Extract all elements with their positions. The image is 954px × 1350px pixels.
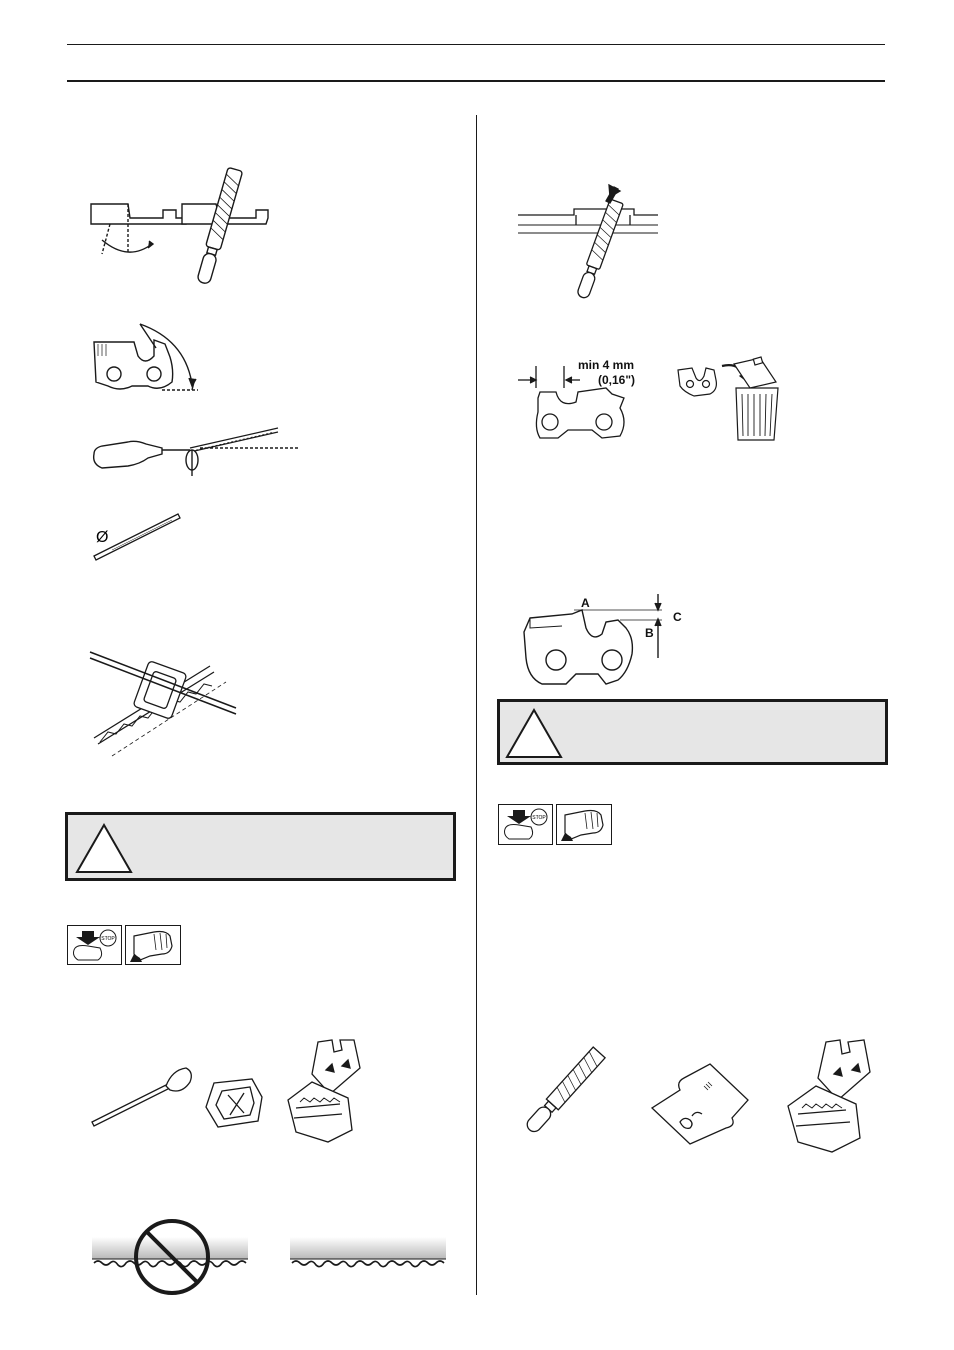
depth-gauge-filing-figure xyxy=(518,185,658,293)
file-gauge-tool-right xyxy=(780,1038,880,1158)
chain-correct-figure xyxy=(288,1237,448,1277)
glove-icon-right xyxy=(556,804,612,845)
warning-triangle-icon xyxy=(504,707,564,759)
header-rule-bottom xyxy=(67,80,885,82)
file-guide-on-chain-figure xyxy=(90,638,240,758)
depth-gauge-tool xyxy=(650,1062,750,1146)
round-file-tool xyxy=(90,1064,195,1126)
cutter-filing-angle-figure xyxy=(88,172,278,290)
cutter-dimensions-figure xyxy=(522,588,692,690)
dimension-label-b: B xyxy=(645,626,654,640)
warning-triangle-icon xyxy=(74,822,134,874)
stop-badge-text: STOP xyxy=(532,815,546,821)
cutter-plate-angle-figure xyxy=(90,322,210,397)
engine-stop-icon-right xyxy=(498,804,553,845)
file-diameter-figure xyxy=(92,510,187,565)
chain-incorrect-figure xyxy=(90,1215,250,1297)
min-length-label: min 4 mm xyxy=(578,358,635,372)
flat-file-tool xyxy=(518,1050,618,1136)
glove-icon-left xyxy=(125,925,181,965)
stop-badge-text: STOP xyxy=(101,936,115,942)
warning-box-left xyxy=(65,812,456,881)
file-holder-horizontal-figure xyxy=(88,420,298,480)
engine-stop-icon-left xyxy=(67,925,122,965)
header-rule-top xyxy=(67,44,885,45)
warning-box-right xyxy=(497,699,888,765)
column-divider xyxy=(476,115,477,1295)
dimension-label-c: C xyxy=(673,610,682,624)
diameter-symbol: Ø xyxy=(96,529,109,546)
dimension-label-a: A xyxy=(581,596,590,610)
min-length-inch-label: (0,16") xyxy=(598,373,636,387)
file-guide-tool xyxy=(202,1075,270,1133)
file-gauge-tool-left xyxy=(278,1038,370,1146)
discard-cutter-figure xyxy=(676,358,786,444)
